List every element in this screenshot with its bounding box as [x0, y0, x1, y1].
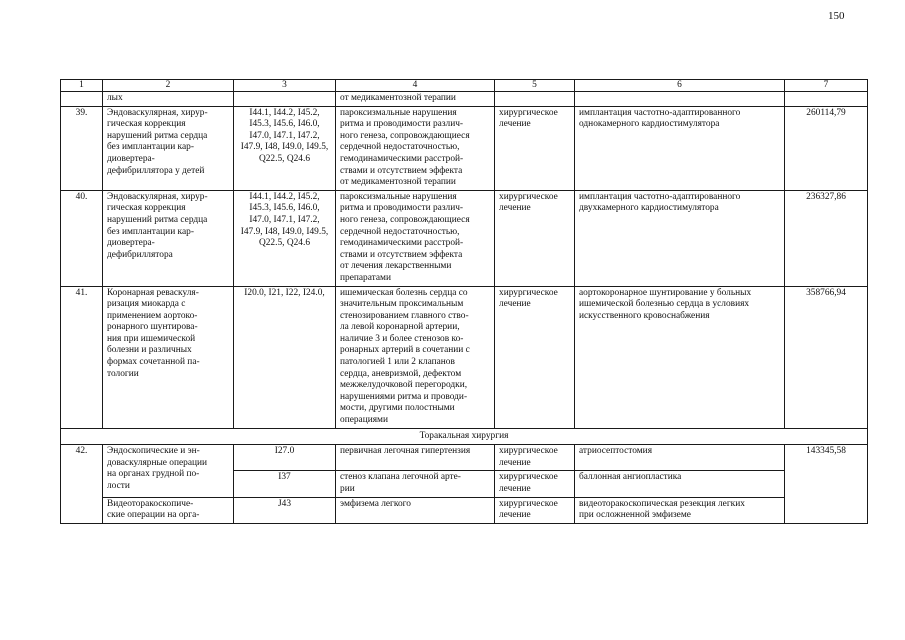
indication: пароксизмальные нарушения ритма и проводимости различ- ного генеза, сопровождающиеся сердечной недостаточностью, гемодинамическими расстрой- ствами и отсутствием эффекта от лечения лекарственными препаратами: [336, 190, 495, 286]
treatment-method: имплантация частотно-адаптированного однокамерного кардиостимулятора: [575, 106, 785, 190]
diagnosis-codes: I20.0, I21, I22, I24.0,: [234, 286, 336, 428]
service-name: лых: [103, 92, 234, 107]
services-table: [60, 79, 868, 524]
column-number: 7: [785, 80, 868, 92]
service-name: Эндоскопические и эн- доваскулярные операции на органах грудной по- лости: [103, 445, 234, 497]
service-name: Видеоторакоскопиче- ские операции на орга-: [103, 497, 234, 523]
empty-cell: [234, 92, 336, 107]
page-number: 150: [828, 10, 845, 22]
section-title: Торакальная хирургия: [61, 428, 868, 445]
service-name: Коронарная реваскуля- ризация миокарда с применением аортоко- ронарного шунтирова- ния при ишемической болезни и различных формах сочетанной па- тологии: [103, 286, 234, 428]
diagnosis-codes: I44.1, I44.2, I45.2, I45.3, I45.6, I46.0, I47.0, I47.1, I47.2, I47.9, I48, I49.0, I49.5, Q22.5, Q24.6: [234, 106, 336, 190]
column-number-row: [61, 80, 868, 92]
indication: стеноз клапана легочной арте- рии: [336, 471, 495, 497]
indication: от медикаментозной терапии: [336, 92, 495, 107]
cost: 260114,79: [785, 106, 868, 190]
empty-cell: [575, 92, 785, 107]
row-number: 40.: [61, 190, 103, 286]
table-row: [61, 445, 868, 471]
column-number: 3: [234, 80, 336, 92]
cost: 143345,58: [785, 445, 868, 524]
column-number: 6: [575, 80, 785, 92]
column-number: 5: [495, 80, 575, 92]
table-subrow: [61, 497, 868, 523]
treatment-method: аортокоронарное шунтирование у больных ишемической болезнью сердца в условиях искусственного кровоснабжения: [575, 286, 785, 428]
indication: пароксизмальные нарушения ритма и проводимости различ- ного генеза, сопровождающиеся сердечной недостаточностью, гемодинамическими расстрой- ствами и отсутствием эффекта от медикаментозной терапии: [336, 106, 495, 190]
row-number: 39.: [61, 106, 103, 190]
table-row: [61, 106, 868, 190]
diagnosis-codes: I37: [234, 471, 336, 497]
empty-cell: [785, 92, 868, 107]
cost: 358766,94: [785, 286, 868, 428]
treatment-type: хирургическое лечение: [495, 286, 575, 428]
treatment-method: имплантация частотно-адаптированного двухкамерного кардиостимулятора: [575, 190, 785, 286]
row-number: 42.: [61, 445, 103, 524]
treatment-type: хирургическое лечение: [495, 497, 575, 523]
diagnosis-codes: I44.1, I44.2, I45.2, I45.3, I45.6, I46.0, I47.0, I47.1, I47.2, I47.9, I48, I49.0, I49.5, Q22.5, Q24.6: [234, 190, 336, 286]
treatment-type: хирургическое лечение: [495, 106, 575, 190]
section-row: [61, 428, 868, 445]
indication: ишемическая болезнь сердца со значительным проксимальным стенозированием главного ство- ла левой коронарной артерии, наличие 3 и более стенозов ко- ронарных артерий в сочетании с патологией 1 или 2 клапанов сердца, аневризмой, дефектом межжелудочковой перегородки, нарушениями ритма и проводи- мости, другими полостными операциями: [336, 286, 495, 428]
column-number: 2: [103, 80, 234, 92]
service-name: Эндоваскулярная, хирур- гическая коррекция нарушений ритма сердца без имплантации кар- диовертера- дефибриллятора у детей: [103, 106, 234, 190]
treatment-method: баллонная ангиопластика: [575, 471, 785, 497]
treatment-method: атриосептостомия: [575, 445, 785, 471]
column-number: 1: [61, 80, 103, 92]
table-row: [61, 286, 868, 428]
row-number: 41.: [61, 286, 103, 428]
indication: первичная легочная гипертензия: [336, 445, 495, 471]
diagnosis-codes: I27.0: [234, 445, 336, 471]
empty-cell: [61, 92, 103, 107]
treatment-type: хирургическое лечение: [495, 471, 575, 497]
service-name: Эндоваскулярная, хирур- гическая коррекция нарушений ритма сердца без имплантации кар- диовертера- дефибриллятора: [103, 190, 234, 286]
indication: эмфизема легкого: [336, 497, 495, 523]
continuation-row: [61, 92, 868, 107]
column-number: 4: [336, 80, 495, 92]
empty-cell: [495, 92, 575, 107]
table-row: [61, 190, 868, 286]
diagnosis-codes: J43: [234, 497, 336, 523]
treatment-type: хирургическое лечение: [495, 445, 575, 471]
cost: 236327,86: [785, 190, 868, 286]
treatment-type: хирургическое лечение: [495, 190, 575, 286]
treatment-method: видеоторакоскопическая резекция легких при осложненной эмфиземе: [575, 497, 785, 523]
